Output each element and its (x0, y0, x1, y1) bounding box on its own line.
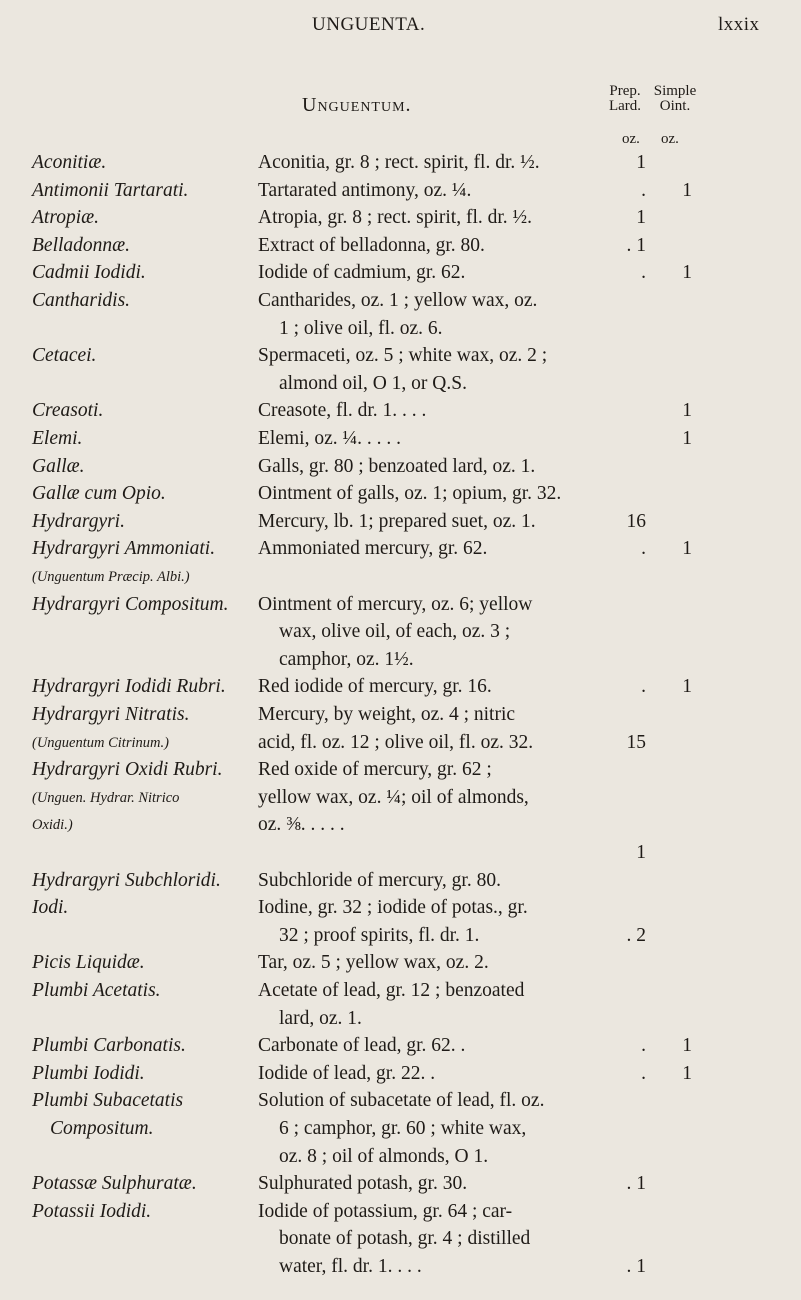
list-item (0, 1116, 801, 1142)
list-item (0, 178, 801, 204)
list-item (0, 205, 801, 231)
ointment-name: Belladonnæ. (32, 234, 131, 256)
list-item (0, 1144, 801, 1170)
list-item (0, 730, 801, 756)
prep-lard-value: 16 (626, 510, 646, 532)
simple-oint-value: 1 (682, 179, 692, 201)
list-item (0, 840, 801, 866)
ointment-name: Hydrargyri Subchloridi. (32, 869, 221, 891)
ointment-name: (Unguentum Citrinum.) (32, 734, 169, 751)
ointment-name: Picis Liquidæ. (32, 952, 145, 974)
formula-text: Extract of belladonna, gr. 80. (258, 234, 485, 256)
list-item (0, 674, 801, 700)
list-item (0, 950, 801, 976)
list-item (0, 647, 801, 673)
list-item (0, 481, 801, 507)
formula-text: Galls, gr. 80 ; benzoated lard, oz. 1. (258, 455, 536, 477)
ointment-name: Antimonii Tartarati. (32, 179, 189, 201)
formula-text: acid, fl. oz. 12 ; olive oil, fl. oz. 32. (258, 731, 534, 753)
list-item (0, 923, 801, 949)
prep-lard-value: . 2 (626, 924, 646, 946)
simple-oint-value: 1 (682, 676, 692, 698)
ointment-name: Hydrargyri Compositum. (32, 593, 229, 615)
formula-text: 1 ; olive oil, fl. oz. 6. (279, 317, 443, 339)
simple-oint-value: 1 (682, 262, 692, 284)
prep-lard-value: . 1 (626, 1256, 646, 1277)
simple-oint-value: 1 (682, 428, 692, 449)
list-item (0, 398, 801, 424)
prep-lard-unit: oz. (622, 131, 640, 147)
ointment-name: Plumbi Iodidi. (32, 1062, 145, 1084)
ointment-name: Hydrargyri. (32, 510, 125, 532)
list-item (0, 454, 801, 480)
formula-text: Iodine, gr. 32 ; iodide of potas., gr. (258, 897, 528, 919)
list-item (0, 1006, 801, 1032)
list-item (0, 233, 801, 259)
prep-lard-value: . (641, 262, 646, 284)
formula-text: Aconitia, gr. 8 ; rect. spirit, fl. dr. ½. (258, 152, 540, 173)
formula-text: Sulphurated potash, gr. 30. (258, 1173, 468, 1195)
ointment-name: Cantharidis. (32, 290, 131, 311)
ointment-name: Plumbi Carbonatis. (32, 1035, 186, 1057)
ointment-name: (Unguen. Hydrar. Nitrico (32, 789, 180, 806)
ointment-name: Hydrargyri Nitratis. (32, 704, 190, 725)
formula-text: Subchloride of mercury, gr. 80. (258, 869, 501, 891)
list-item (0, 426, 801, 452)
ointment-name: Potassæ Sulphuratæ. (32, 1173, 197, 1195)
list-item (0, 812, 801, 838)
prep-lard-header: Prep. Lard. (608, 83, 642, 114)
simple-oint-value: 1 (682, 400, 692, 422)
ointment-name: Cetacei. (32, 345, 97, 367)
formula-text: oz. 8 ; oil of almonds, O 1. (279, 1145, 489, 1167)
formula-text: wax, olive oil, of each, oz. 3 ; (279, 621, 511, 643)
simple-oint-header: Simple Oint. (653, 83, 697, 114)
list-item (0, 1061, 801, 1087)
formula-text: Ointment of mercury, oz. 6; yellow (258, 593, 533, 615)
prep-lard-value: . (641, 179, 646, 201)
formula-text: Carbonate of lead, gr. 62. . (258, 1035, 466, 1057)
ointment-name: Potassii Iodidi. (32, 1200, 152, 1222)
list-item (0, 1088, 801, 1114)
formula-text: Tar, oz. 5 ; yellow wax, oz. 2. (258, 952, 489, 974)
simple-oint-value: 1 (682, 1035, 692, 1057)
ointment-name: (Unguentum Præcip. Albi.) (32, 569, 190, 585)
list-item (0, 371, 801, 397)
formula-text: Iodide of lead, gr. 22. . (258, 1062, 436, 1084)
formula-text: Atropia, gr. 8 ; rect. spirit, fl. dr. ½. (258, 207, 533, 229)
formula-text: Ammoniated mercury, gr. 62. (258, 538, 488, 560)
list-item (0, 343, 801, 369)
formula-text: Cantharides, oz. 1 ; yellow wax, oz. (258, 290, 538, 311)
list-item (0, 316, 801, 342)
formula-text: Elemi, oz. ¼. . . . . (258, 428, 401, 449)
prep-lard-value: 1 (636, 152, 646, 173)
list-item (0, 785, 801, 811)
prep-lard-value: 1 (636, 207, 646, 229)
prep-lard-value: . (641, 676, 646, 698)
formula-text: Iodide of potassium, gr. 64 ; car- (258, 1200, 513, 1222)
list-item (0, 1033, 801, 1059)
list-item (0, 757, 801, 783)
simple-oint-value: 1 (682, 1062, 692, 1084)
ointment-name: Aconitiæ. (32, 152, 107, 173)
formula-text: Tartarated antimony, oz. ¼. (258, 179, 472, 201)
ointment-name: Creasoti. (32, 400, 104, 422)
running-head (0, 10, 801, 40)
table-title: Unguentum. (302, 94, 412, 116)
list-item (0, 1254, 801, 1280)
formula-text: oz. ⅜. . . . . (258, 814, 345, 836)
formula-text: Creasote, fl. dr. 1. . . . (258, 400, 427, 422)
formula-text: Iodide of cadmium, gr. 62. (258, 262, 466, 284)
formula-text: Red oxide of mercury, gr. 62 ; (258, 759, 492, 781)
formula-text: 6 ; camphor, gr. 60 ; white wax, (279, 1118, 527, 1139)
formula-text: Ointment of galls, oz. 1; opium, gr. 32. (258, 483, 562, 505)
formula-text: almond oil, O 1, or Q.S. (279, 372, 467, 394)
list-item (0, 564, 801, 590)
prep-lard-value: . (641, 1062, 646, 1084)
formula-text: Red iodide of mercury, gr. 16. (258, 676, 492, 698)
list-item (0, 702, 801, 728)
prep-lard-value: . (641, 538, 646, 560)
ointment-name: Plumbi Acetatis. (32, 980, 161, 1001)
ointment-name: Gallæ. (32, 455, 85, 477)
formula-text: Acetate of lead, gr. 12 ; benzoated (258, 980, 525, 1001)
simple-oint-value: 1 (682, 538, 692, 560)
ointment-name: Hydrargyri Ammoniati. (32, 538, 216, 560)
simple-oint-unit: oz. (661, 131, 679, 147)
ointment-name: Cadmii Iodidi. (32, 262, 146, 284)
list-item (0, 1171, 801, 1197)
formula-text: Spermaceti, oz. 5 ; white wax, oz. 2 ; (258, 345, 548, 367)
ointment-name: Gallæ cum Opio. (32, 483, 166, 505)
prep-lard-value: . 1 (626, 234, 646, 256)
ointment-name: Atropiæ. (32, 207, 99, 229)
formula-text: lard, oz. 1. (279, 1007, 362, 1029)
list-item (0, 619, 801, 645)
list-item (0, 592, 801, 618)
list-item (0, 536, 801, 562)
ointment-name: Plumbi Subacetatis (32, 1090, 184, 1112)
formula-text: bonate of potash, gr. 4 ; distilled (279, 1228, 531, 1250)
running-title: UNGUENTA. (312, 14, 426, 35)
ointment-name: Hydrargyri Oxidi Rubri. (32, 759, 223, 781)
list-item (0, 260, 801, 286)
prep-lard-value: . (641, 1035, 646, 1057)
prep-lard-value: . 1 (626, 1173, 646, 1195)
list-item (0, 978, 801, 1004)
formula-text: 32 ; proof spirits, fl. dr. 1. (279, 924, 480, 946)
list-item (0, 868, 801, 894)
formula-text: camphor, oz. 1½. (279, 648, 414, 670)
list-item (0, 509, 801, 535)
prep-lard-value: 1 (636, 842, 646, 863)
formula-text: Mercury, by weight, oz. 4 ; nitric (258, 704, 516, 725)
ointment-name: Iodi. (32, 897, 69, 919)
list-item (0, 895, 801, 921)
list-item (0, 1199, 801, 1225)
list-item (0, 150, 801, 176)
page-number: lxxix (718, 14, 760, 35)
ointment-name: Oxidi.) (32, 817, 73, 834)
ointment-name: Hydrargyri Iodidi Rubri. (32, 676, 226, 698)
ointment-name: Elemi. (32, 428, 83, 449)
prep-lard-value: 15 (626, 731, 646, 753)
column-header (0, 84, 801, 130)
formula-text: yellow wax, oz. ¼; oil of almonds, (258, 786, 529, 808)
list-item (0, 1226, 801, 1252)
formula-text: Mercury, lb. 1; prepared suet, oz. 1. (258, 510, 536, 532)
formula-text: water, fl. dr. 1. . . . (279, 1256, 422, 1277)
ointment-name: Compositum. (50, 1118, 154, 1139)
formula-text: Solution of subacetate of lead, fl. oz. (258, 1090, 545, 1112)
list-item (0, 288, 801, 314)
